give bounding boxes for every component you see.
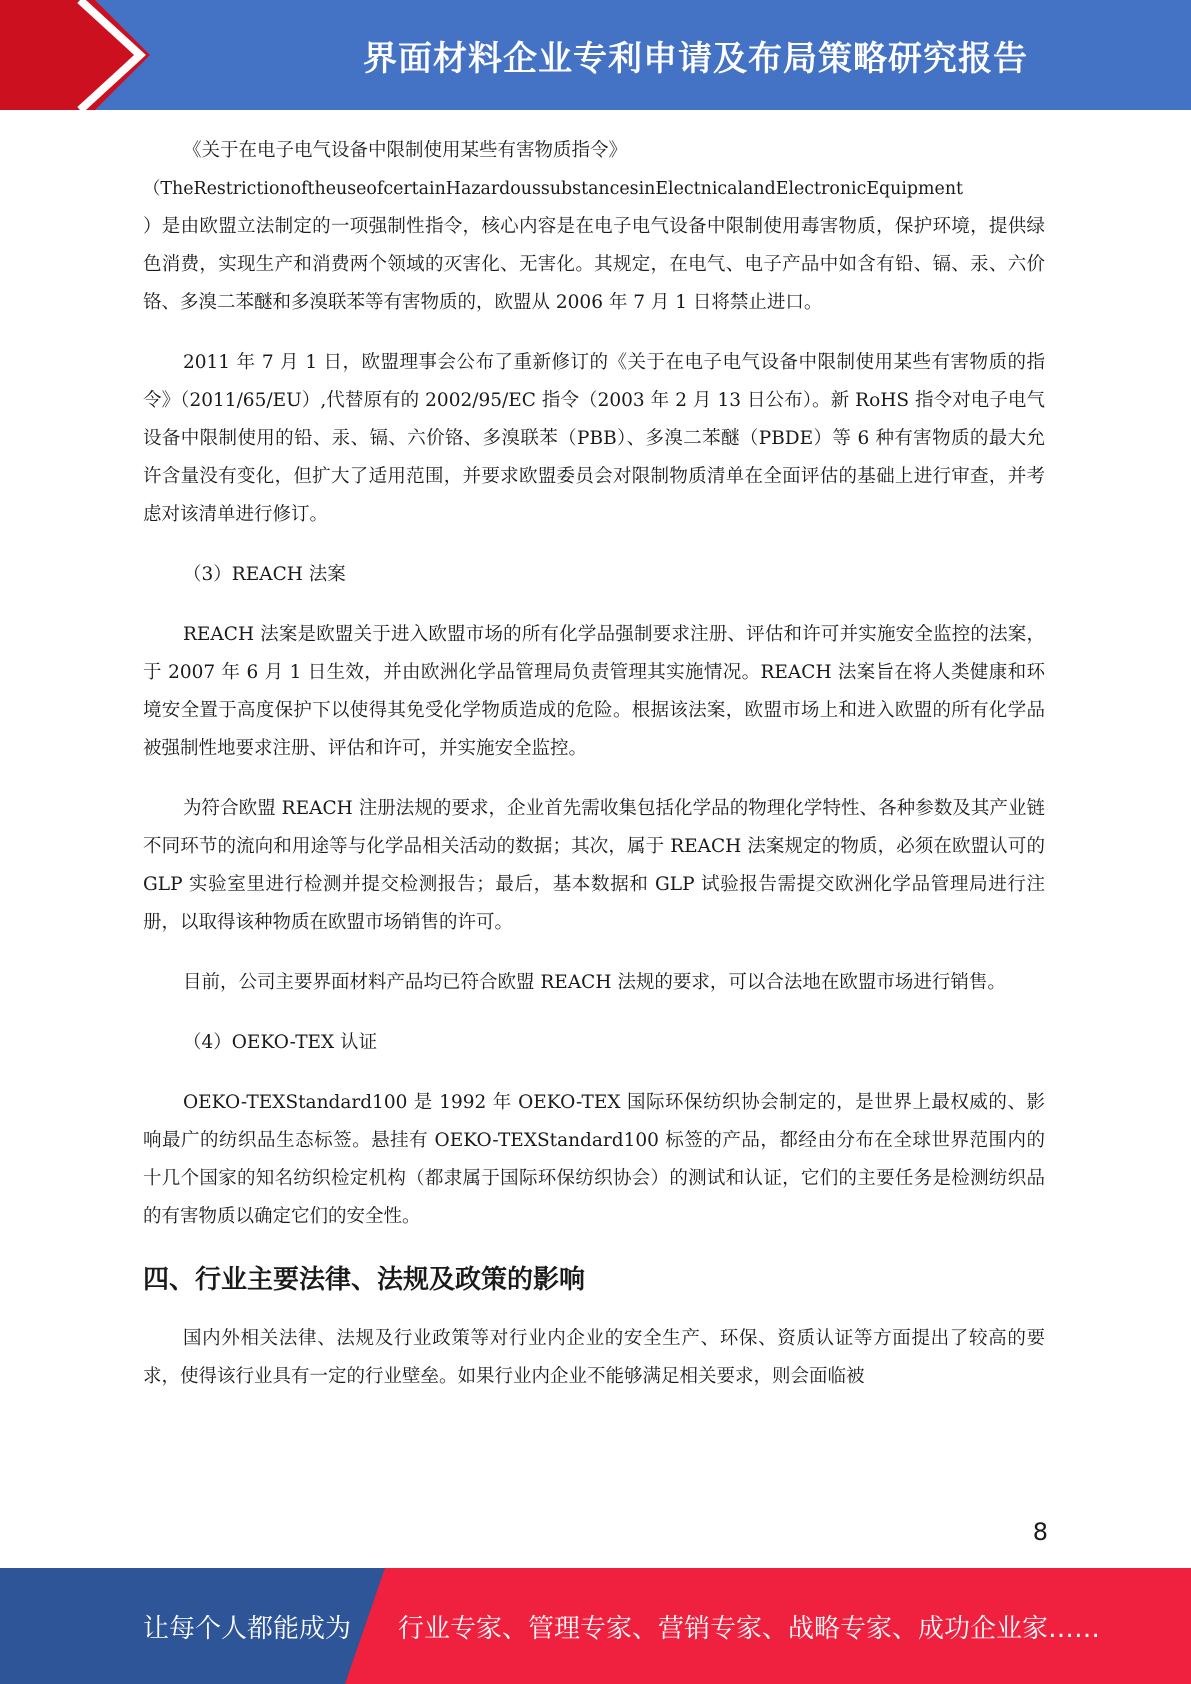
footer-slogan-right: 行业专家、管理专家、营销专家、战略专家、成功企业家…… [398,1613,1101,1644]
footer-slogan-left: 让每个人都能成为 [143,1613,352,1644]
page-number: 8 [1032,1518,1048,1546]
page-body [143,132,1045,1418]
page-footer [0,1568,1191,1684]
section-heading-4: 四、行业主要法律、法规及政策的影响 [143,1265,586,1295]
paragraph-oeko-tex: OEKO-TEXStandard100 是 1992 年 OEKO-TEX 国际环保纺织协会制定的，是世界上最权威的、影响最广的纺织品生态标签。悬挂有 OEKO-TEXStandard100 标签的产品，都经由分布在全球世界范围内的十几个国家的知名纺织检定机构（都隶属于国际环保纺织协会）的测试和认证，它们的主要任务是检测纺织品的有害物质以确定它们的安全性。 [143,1092,1045,1227]
paragraph-rohs-revision: 2011 年 7 月 1 日，欧盟理事会公布了重新修订的《关于在电子电气设备中限制使用某些有害物质的指令》（2011/65/EU）,代替原有的 2002/95/EC 指令（2003 年 2 月 13 日公布）。新 RoHS 指令对电子电气设备中限制使用的铅、汞、镉、六价铬、多溴联苯（PBB）、多溴二苯醚（PBDE）等 6 种有害物质的最大允许含量没有变化，但扩大了适用范围，并要求欧盟委员会对限制物质清单在全面评估的基础上进行审查，并考虑对该清单进行修订。 [143,352,1045,525]
paragraph-reach-compliance: 目前，公司主要界面材料产品均已符合欧盟 REACH 法规的要求，可以合法地在欧盟市场进行销售。 [183,972,1006,993]
paragraph-rohs-description: ）是由欧盟立法制定的一项强制性指令，核心内容是在电子电气设备中限制使用毒害物质，保护环境，提供绿色消费，实现生产和消费两个领域的灭害化、无害化。其规定，在电气、电子产品中如含有铅、镉、汞、六价铬、多溴二苯醚和多溴联苯等有害物质的，欧盟从 2006 年 7 月 1 日将禁止进口。 [143,216,1045,313]
rohs-title: 《关于在电子电气设备中限制使用某些有害物质指令》 [183,140,628,161]
subheading-oeko-tex: （4）OEKO-TEX 认证 [183,1032,378,1053]
paragraph-reach-requirements: 为符合欧盟 REACH 注册法规的要求，企业首先需收集包括化学品的物理化学特性、各种参数及其产业链不同环节的流向和用途等与化学品相关活动的数据；其次，属于 REACH 法案规定的物质，必须在欧盟认可的 GLP 实验室里进行检测并提交检测报告；最后，基本数据和 GLP 试验报告需提交欧洲化学品管理局进行注册，以取得该种物质在欧盟市场销售的许可。 [143,798,1045,933]
paragraph-law-impact: 国内外相关法律、法规及行业政策等对行业内企业的安全生产、环保、资质认证等方面提出了较高的要求，使得该行业具有一定的行业壁垒。如果行业内企业不能够满足相关要求，则会面临被 [143,1328,1045,1387]
subheading-reach: （3）REACH 法案 [183,564,346,585]
page-header [0,0,1191,110]
paragraph-reach-intro: REACH 法案是欧盟关于进入欧盟市场的所有化学品强制要求注册、评估和许可并实施安全监控的法案，于 2007 年 6 月 1 日生效，并由欧洲化学品管理局负责管理其实施情况。REACH 法案旨在将人类健康和环境安全置于高度保护下以使得其免受化学物质造成的危险。根据该法案，欧盟市场上和进入欧盟的所有化学品被强制性地要求注册、评估和许可，并实施安全监控。 [143,624,1045,759]
paragraph-rohs-intro [143,132,1045,170]
rohs-english-name: （TheRestrictionoftheuseofcertainHazardoussubstancesinElectnicalandElectronicEquipment [143,179,964,199]
report-title: 界面材料企业专利申请及布局策略研究报告 [363,38,1028,79]
